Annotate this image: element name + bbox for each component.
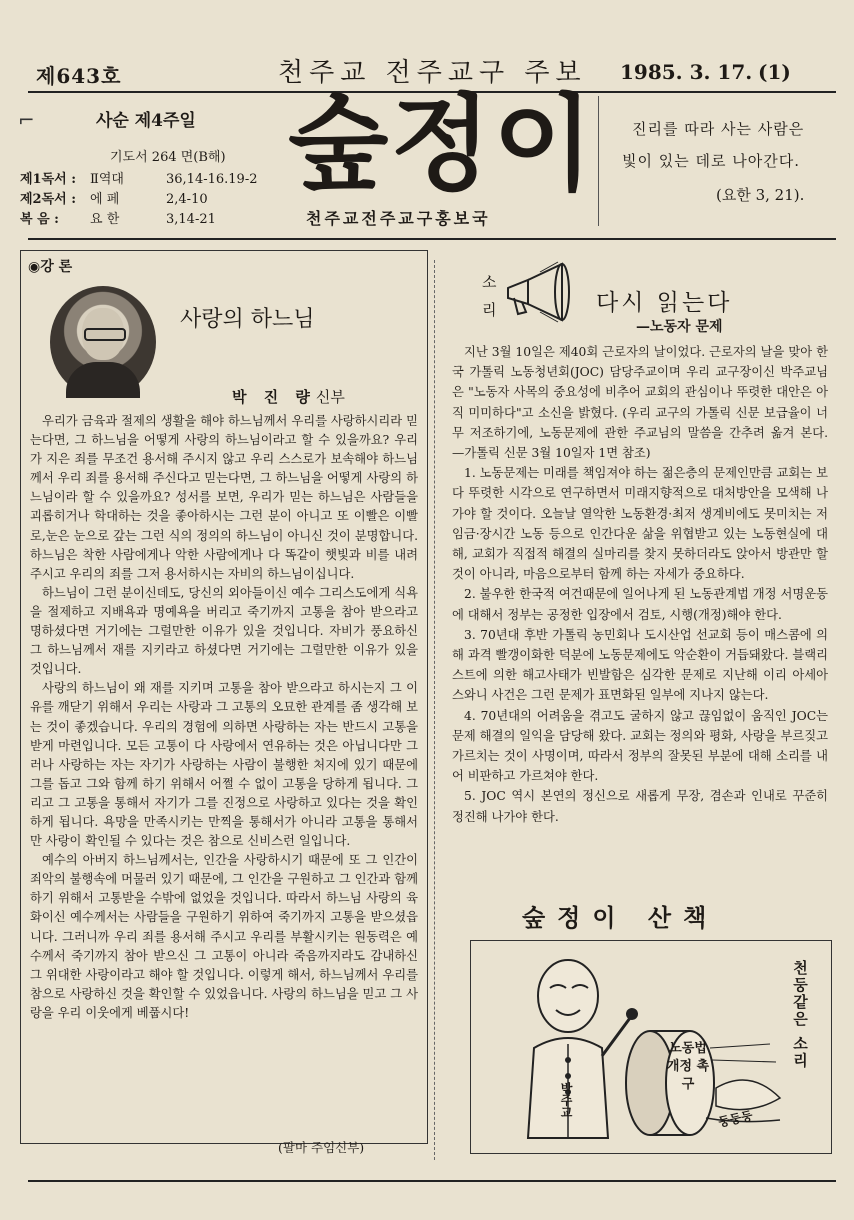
column-divider — [434, 260, 436, 1160]
lecture-paragraph: 사랑의 하느님이 왜 재를 지키며 고통을 참아 받으라고 하시는지 그 이유를 깨닫기 위해서 우리는 사랑과 그 고통의 오묘한 관계를 좀 생각해 보는 것이 좋겠습니다. 우리의 경험에 의하면 사랑하는 자는 반드시 고통을 받게 마련입니다. 모든 고통이 다 사랑에서 연유하는 것은 아닙니다만 그러나 사랑하는 자는 자기가 사랑하는 사람이 불행한 처지에 있기 때문에 그를 돕고 그와 함께 하기 위해서 어쩔 수 없이 고통을 당하게 됩니다. 그리고 그 고통을 통해서 자기가 그를 진정으로 사랑하고 있다는 것을 확인하게 됩니다. 욕망을 만족시키는 만찍을 통해서가 아니라 고통을 통해서만 사랑이 확인될 수 있다는 것은 참으로 신비스런 일입니다. — [30, 681, 418, 849]
reading-book: 에 페 — [90, 192, 120, 207]
lecture-paragraph: 예수의 아버지 하느님께서는, 인간을 사랑하시기 때문에 또 그 인간이 죄악의 불행속에 머물러 있기 때문에, 그 인간을 구원하고 그 인간과 함께 하기 위해서 고통받을 수밖에 없었을 것입니다. 따라서 하느님 사랑의 육화이신 예수께서는 사람들을 구원하기 위하여 죽기까지 고통을 받으셨읍니다. 그러니까 우리 죄를 용서해 주시고 우리를 부활시키는 원동력은 예수께서 죽기까지 참아 받으신 그 고통이 아니라 죽음까지라도 감내하신 그 위대한 사랑이라고 해야 할 것입니다. 이렇게 해서, 하느님께서 우리를 참으로 사랑하신 것을 확인할 수 있었읍니다. 사랑의 하느님을 믿고 그 사랑을 우리 이웃에게 베풉시다! — [30, 853, 418, 1020]
article-subtitle: —노동자 문제 — [636, 319, 723, 335]
article-point: 2. 불우한 한국적 여건때문에 일어나게 된 노동관계법 개정 서명운동에 대해서 정부는 공정한 입장에서 검토, 시행(개정)해야 한다. — [452, 587, 828, 622]
lecture-paragraph: 하느님이 그런 분이신데도, 당신의 외아들이신 예수 그리스도에게 식욕을 절제하고 지배욕과 명예욕을 버리고 죽기까지 고통을 참아 받으라고 명하셨다면 거기에는 그럴만한 이유가 있을 것입니다. 자비가 풍요하신 그 하느님께서 재를 지키라고 하셨다면 거기에는 그럴만한 이유가 있을 것입니다. — [30, 585, 418, 677]
article-title: 다시 읽는다 — [596, 290, 733, 316]
issue-date: 1985. 3. 17. — [620, 60, 753, 84]
article-point: 5. JOC 역시 본연의 정신으로 새롭게 무장, 겸손과 인내로 꾸준히 정진해 나가야 한다. — [452, 789, 828, 824]
bishop-head — [538, 960, 598, 1032]
paper-name: 천주교 전주교구 주보 — [278, 58, 587, 88]
reading-2 — [20, 188, 208, 207]
reading-ref: 3,14-21 — [166, 212, 216, 227]
article-point: 1. 노동문제는 미래를 책임져야 하는 젊은층의 문제인만큼 교회는 보다 뚜렷한 시각으로 연구하면서 미래지향적으로 대처방안을 모색해 나가야 할 것이다. 오늘날 열악한 노동환경·최저 생계비에도 못미치는 저임금·장시간 노동 등으로 인간다운 삶을 위협받고 있는 노동현실에 대해, 교회가 직접적 해결의 실마리를 찾지 못하더라도 앉아서 방관만 할 것이 아니라, 마음으로부터 함께 하는 자세가 중요하다. — [452, 466, 828, 582]
reading-ref: 36,14-16.19-2 — [166, 172, 258, 187]
lecture-paragraph: 우리가 금육과 절제의 생활을 해야 하느님께서 우리를 사랑하시리라 믿는다면, 그 하느님을 어떻게 사랑의 하느님이라고 할 수 있을까요? 우리가 지은 죄를 무조건 용서해 주시지 않고 우리 스스로가 보속해야 하느님께서 우리 죄를 용서해 주신다고 믿는다면, 그 하느님을 어떻게 사랑의 하느님이라 할 수 있을까요? 성서를 보면, 우리가 믿는 하느님은 사람들을 괴롭히거나 학대하는 것을 좋아하시는 그런 분이 아니고 또 이빨은 이빨로,눈은 눈으로 갚는 그런 식의 정의의 하느님이 아니신 것이 분명합니다. 하느님은 착한 사람에게나 악한 사람에게나 다 똑같이 햇빛과 비를 내려 주시고 우리의 죄를 그저 용서하시는 자비의 하느님이십니다. — [30, 414, 418, 581]
megaphone-icon — [500, 258, 590, 328]
reading-gospel — [20, 208, 216, 227]
liturgical-season: 사순 제4주일 — [96, 111, 196, 131]
drum-noise: 둥둥둥 — [717, 1108, 754, 1130]
reading-label: 복 음 : — [20, 212, 59, 227]
author-role: 신부 — [315, 388, 345, 406]
prayer-book-ref: 기도서 264 면(B해) — [110, 150, 226, 165]
article-intro: 지난 3월 10일은 제40회 근로자의 날이었다. 근로자의 날을 맞아 한국 가톨릭 노동청년회(JOC) 담당주교이며 우리 교구장이신 박주교님은 "노동자 사목의 중요성에 비추어 교회의 관심이나 뚜렷한 대안은 아직 미미하다"고 소신을 밝혔다. (우리 교구의 가톨릭 신문 보급율이 너무 저조하기에, 노동문제에 관한 주교님의 말씀을 간추려 옮겨 본다. —가톨릭 신문 3월 10일자 1면 참조) — [452, 345, 828, 461]
bishop-label: 박주교 — [559, 1082, 573, 1118]
cartoon-title: 숲정이 산책 — [522, 903, 719, 932]
issue-number: 제643호 — [36, 64, 122, 88]
reading-book: 요 한 — [90, 212, 120, 227]
author-name: 박 진 량 — [232, 388, 316, 406]
article-point: 4. 70년대의 어려움을 겪고도 굴하지 않고 끊임없이 움직인 JOC는 문제 해결의 일익을 담당해 왔다. 교회는 정의와 평화, 사랑을 부르짖고 가르치는 것이 사명이며, 따라서 정부의 잘못된 부분에 대해 소리를 내어 비판하고 가르쳐야 한다. — [452, 708, 828, 784]
lecture-title: 사랑의 하느님 — [180, 307, 315, 332]
drum-label: 노동법 개정 촉구 — [666, 1041, 710, 1092]
sound-label: 소리 — [482, 273, 497, 319]
portrait-suit — [66, 362, 140, 398]
article-body — [452, 342, 828, 827]
portrait-glasses — [84, 328, 126, 341]
publisher: 천주교전주교구홍보국 — [306, 209, 491, 228]
bracket-mark: ⌐ — [18, 108, 35, 132]
lecture-body — [30, 412, 418, 1023]
quote-line-1: 진리를 따라 사는 사람은 — [632, 120, 805, 138]
quote-divider — [598, 96, 599, 226]
quote-reference: (요한 3, 21). — [716, 186, 805, 204]
author-line — [232, 386, 345, 407]
reading-1 — [20, 168, 258, 187]
lecture-signature: (팔마 주임신부) — [278, 1140, 365, 1155]
reading-ref: 2,4-10 — [166, 192, 208, 207]
section-tag: ◉강 론 — [28, 259, 73, 275]
reading-label: 제1독서 : — [20, 172, 77, 187]
page-number: (1) — [758, 60, 791, 84]
reading-book: Ⅱ역대 — [90, 172, 124, 187]
quote-line-2: 빛이 있는 데로 나아간다. — [622, 152, 800, 170]
cartoon-caption: 천둥같은 소리 — [791, 960, 809, 1070]
author-portrait — [50, 286, 156, 398]
newspaper-title: 숲정이 — [288, 83, 596, 205]
bottom-rule — [28, 1180, 836, 1182]
reading-label: 제2독서 : — [20, 192, 77, 207]
article-point: 3. 70년대 후반 가톨릭 농민회나 도시산업 선교회 등이 매스콤에 의해 과격 빨갱이화한 덕분에 노동문제에도 악순환이 거듭돼왔다. 블랙리스트에 의한 해고사태가 빈발함은 심각한 문제로 지난해 이리 아세아 스와니 사건은 그런 문제가 표면화된 일부에 지나지 않는다. — [452, 627, 828, 703]
header-rule — [28, 238, 836, 240]
